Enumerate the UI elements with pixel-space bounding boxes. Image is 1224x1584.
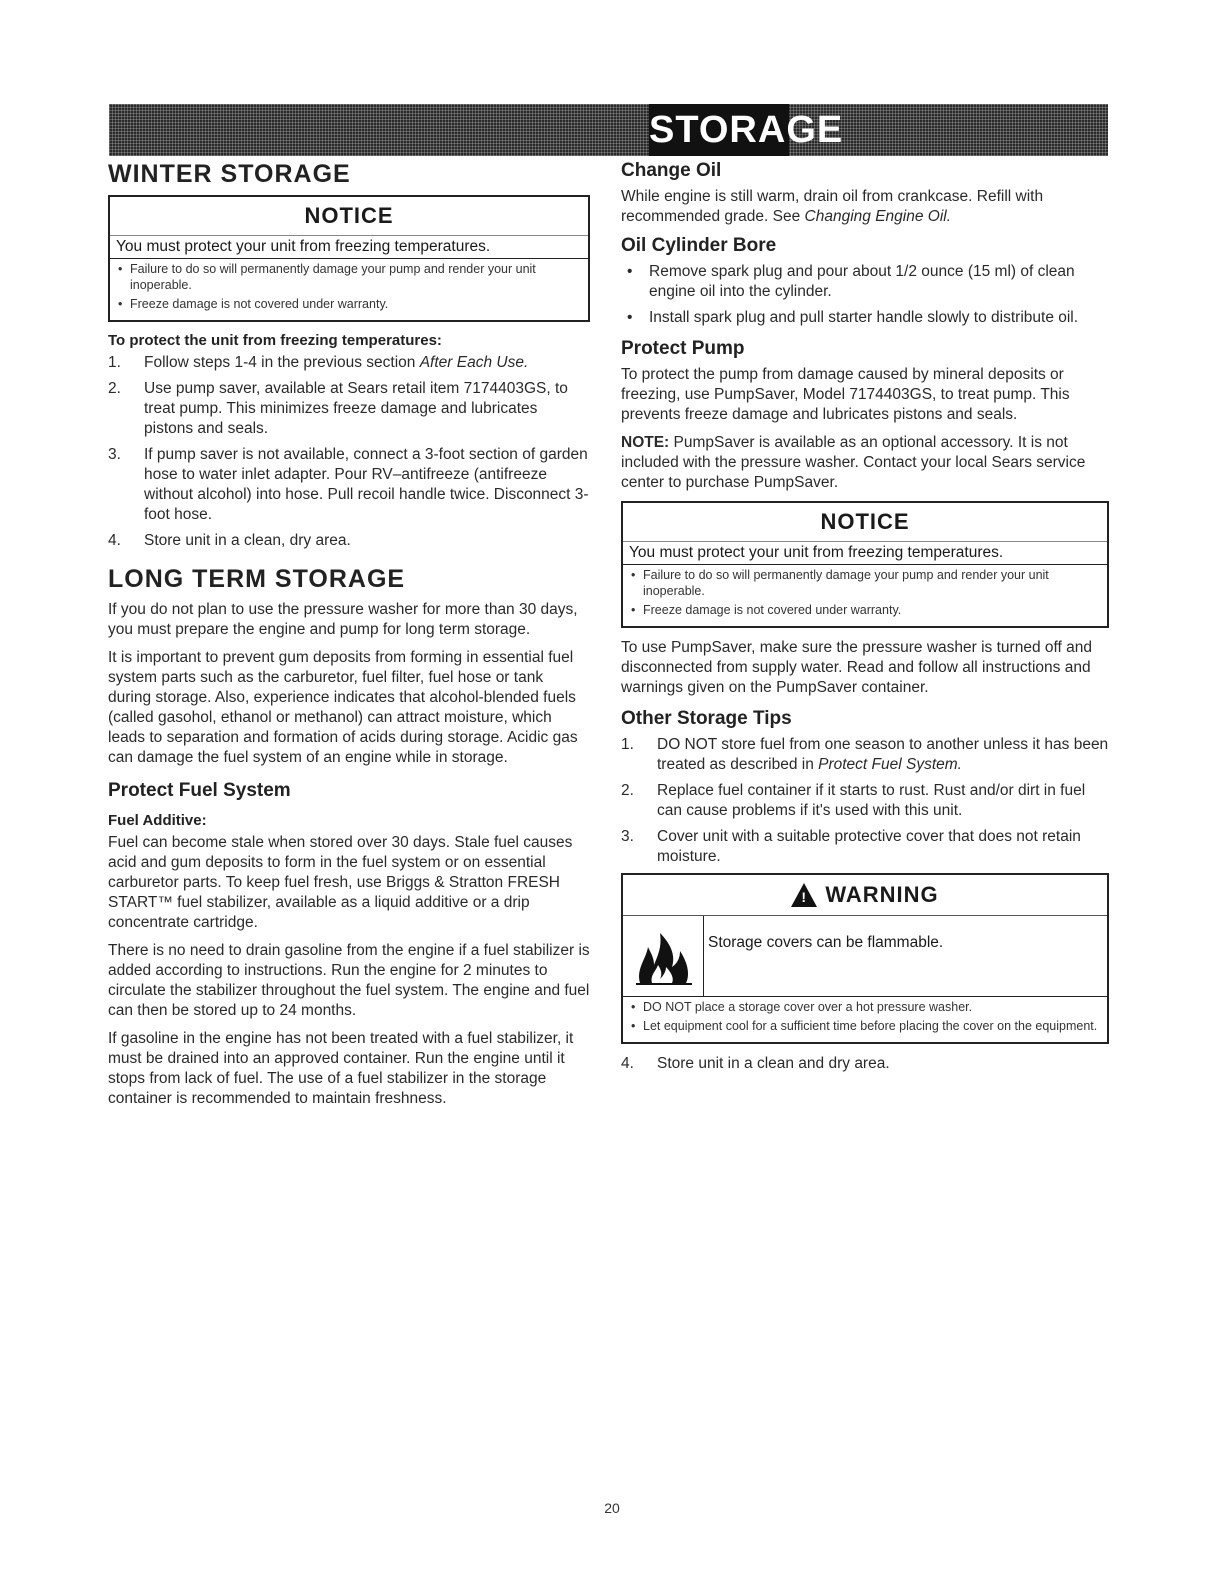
list-item: • Install spark plug and pull starter handle slowly to distribute oil. — [621, 308, 1109, 328]
notice-box-2 — [621, 501, 1109, 628]
cylinder-bore-heading: Oil Cylinder Bore — [621, 235, 777, 256]
cylinder-bullets — [621, 262, 1109, 328]
banner-title: STORAGE — [649, 104, 789, 156]
storage-tips-cont — [621, 1054, 1109, 1074]
right-column — [621, 160, 1109, 1084]
paragraph: While engine is still warm, drain oil from crankcase. Refill with recommended grade. See Changing Engine Oil. — [621, 188, 1044, 225]
fire-hazard-icon — [623, 916, 704, 996]
page-number: 20 — [604, 1500, 620, 1516]
list-item: 1. DO NOT store fuel from one season to another unless it has been treated as described in Protect Fuel System. — [621, 736, 1109, 773]
warning-bullet: • DO NOT place a storage cover over a hot pressure washer. — [631, 999, 1099, 1015]
notice-lead: You must protect your unit from freezing temperatures. — [110, 236, 588, 259]
warning-bullet: • Let equipment cool for a sufficient time before placing the cover on the equipment. — [631, 1018, 1099, 1034]
winter-steps — [108, 353, 590, 551]
list-item: 4. Store unit in a clean and dry area. — [621, 1055, 890, 1072]
list-item: 1. Follow steps 1-4 in the previous section After Each Use. — [108, 354, 529, 371]
paragraph: To protect the pump from damage caused by mineral deposits or freezing, use PumpSaver, Model 7174403GS, to treat pump. This prevents freeze damage and lubricates pistons and seals. — [621, 366, 1070, 423]
paragraph: If gasoline in the engine has not been treated with a fuel stabilizer, it must be drained into an approved container. Run the engine until it stops from lack of fuel. The use of a fuel stabilizer in the storage container is recommended to maintain freshness. — [108, 1030, 574, 1107]
protect-pump-heading: Protect Pump — [621, 338, 745, 359]
notice-box-1 — [108, 195, 590, 322]
notice-bullet: • Failure to do so will permanently damage your pump and render your unit inoperable. — [631, 567, 1099, 599]
storage-tips-heading: Other Storage Tips — [621, 708, 792, 729]
list-item: 2. Replace fuel container if it starts to rust. Rust and/or dirt in fuel can cause problems if it's used with this unit. — [621, 782, 1086, 819]
warning-triangle-icon: ! — [791, 883, 817, 907]
warning-box — [621, 873, 1109, 1044]
list-item: 3. Cover unit with a suitable protective cover that does not retain moisture. — [621, 828, 1081, 865]
notice-title: NOTICE — [110, 197, 588, 236]
note-paragraph: NOTE: PumpSaver is available as an optional accessory. It is not included with the pressure washer. Contact your local Sears service center to purchase PumpSaver. — [621, 434, 1086, 491]
storage-tips — [621, 735, 1109, 867]
protect-unit-heading: To protect the unit from freezing temperatures: — [108, 332, 442, 349]
long-term-heading: LONG TERM STORAGE — [108, 565, 406, 593]
paragraph: If you do not plan to use the pressure washer for more than 30 days, you must prepare the engine and pump for long term storage. — [108, 601, 578, 638]
winter-storage-heading: WINTER STORAGE — [108, 160, 351, 188]
notice-title: NOTICE — [623, 503, 1107, 542]
notice-lead: You must protect your unit from freezing temperatures. — [623, 542, 1107, 565]
list-item: 2. Use pump saver, available at Sears retail item 7174403GS, to treat pump. This minimizes freeze damage and lubricates pistons and seals. — [108, 380, 568, 437]
storage-banner — [109, 104, 1108, 156]
warning-title: WARNING — [825, 882, 939, 907]
fuel-additive-heading: Fuel Additive: — [108, 812, 207, 829]
paragraph: To use PumpSaver, make sure the pressure washer is turned off and disconnected from supply water. Read and follow all instructions and warnings given on the PumpSaver container. — [621, 639, 1092, 696]
list-item: • Remove spark plug and pour about 1/2 ounce (15 ml) of clean engine oil into the cylinder. — [621, 262, 1109, 302]
paragraph: There is no need to drain gasoline from the engine if a fuel stabilizer is added according to instructions. Run the engine for 2 minutes to circulate the stabilizer throughout the fuel system. The engine and fuel can then be stored up to 24 months. — [108, 942, 590, 1019]
list-item: 4. Store unit in a clean, dry area. — [108, 532, 351, 549]
warning-text: Storage covers can be flammable. — [708, 934, 944, 951]
list-item: 3. If pump saver is not available, connect a 3-foot section of garden hose to water inlet adapter. Pour RV–antifreeze (antifreeze without alcohol) into hose. Pull recoil handle twice. Disconnect 3-foot hose. — [108, 446, 589, 523]
left-column — [108, 160, 590, 1117]
notice-bullet: • Freeze damage is not covered under warranty. — [118, 296, 580, 312]
notice-bullet: • Failure to do so will permanently damage your pump and render your unit inoperable. — [118, 261, 580, 293]
fuel-system-heading: Protect Fuel System — [108, 780, 291, 801]
change-oil-heading: Change Oil — [621, 160, 722, 181]
paragraph: Fuel can become stale when stored over 30 days. Stale fuel causes acid and gum deposits to form in the fuel system or on essential carburetor parts. To keep fuel fresh, use Briggs & Stratton FRESH START™ fuel stabilizer, available as a liquid additive or a drip concentrate cartridge. — [108, 834, 573, 931]
paragraph: It is important to prevent gum deposits from forming in essential fuel system parts such as the carburetor, fuel filter, fuel hose or tank during storage. Also, experience indicates that alcohol-blended fuels (called gasohol, ethanol or methanol) can attract moisture, which leads to separation and formation of acids during storage. Acidic gas can damage the fuel system of an engine while in storage. — [108, 649, 578, 766]
notice-bullet: • Freeze damage is not covered under warranty. — [631, 602, 1099, 618]
